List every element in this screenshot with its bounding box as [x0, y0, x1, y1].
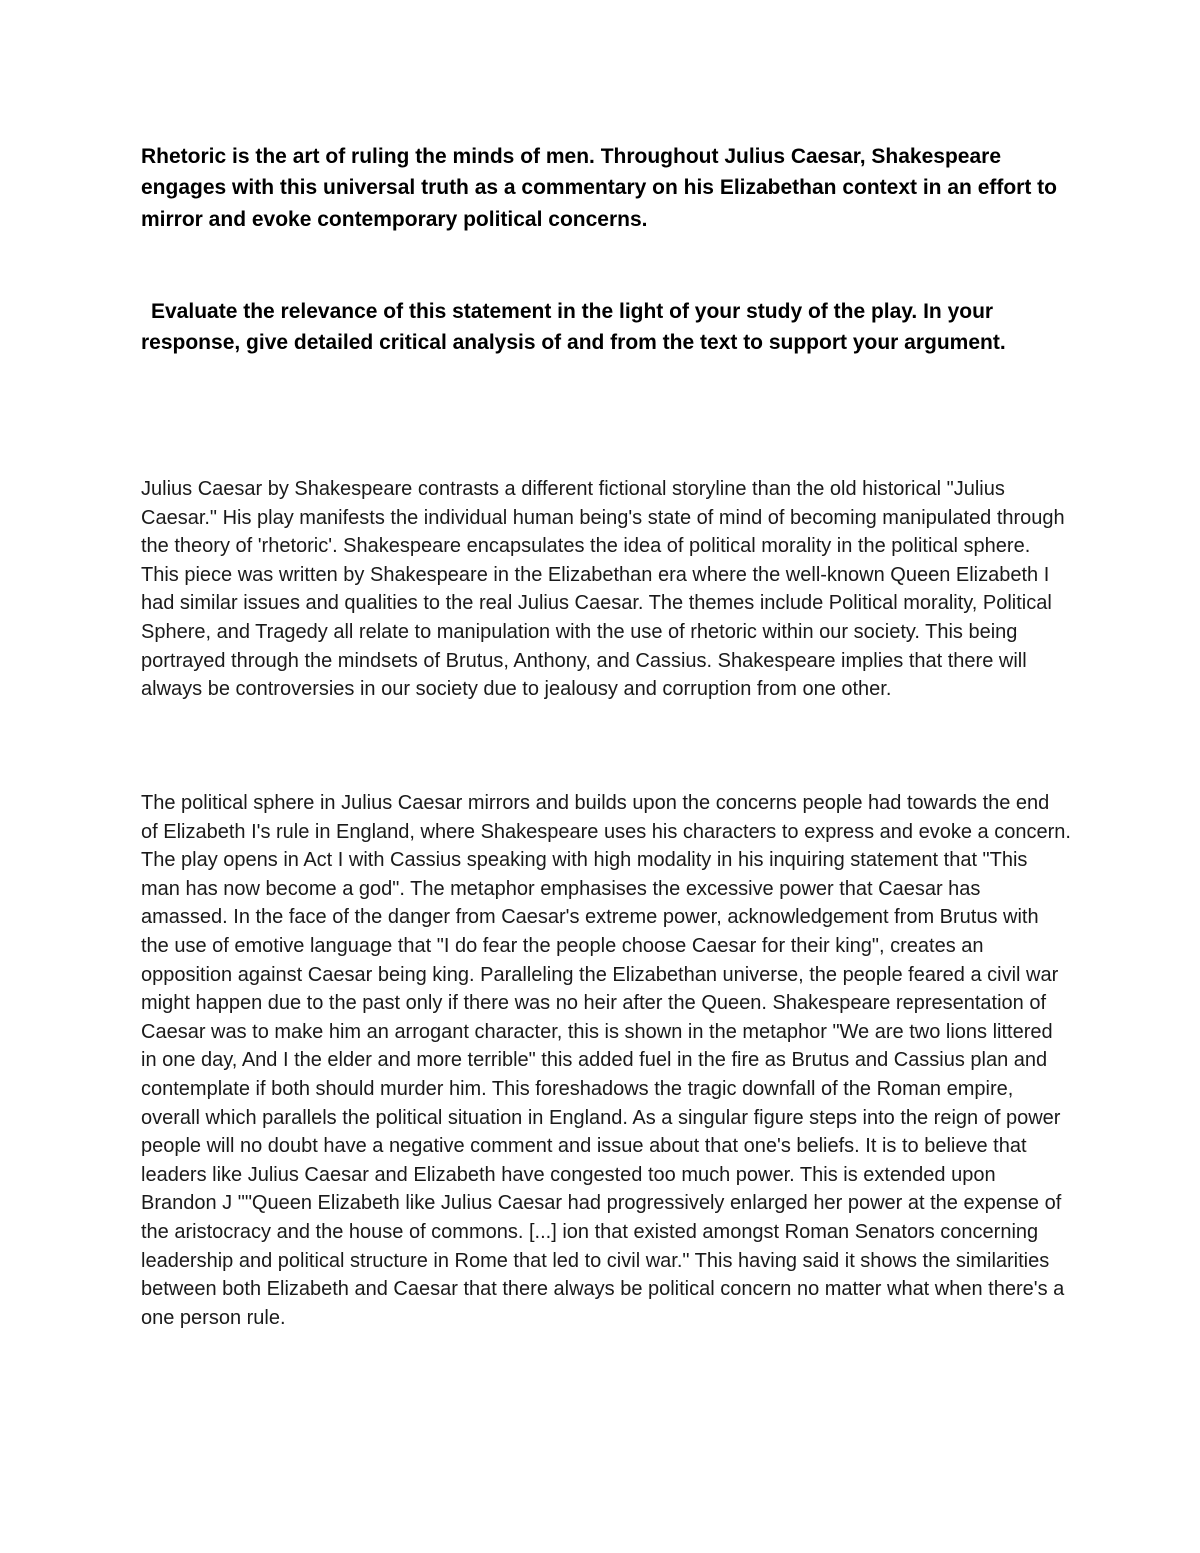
body-paragraph-introduction: Julius Caesar by Shakespeare contrasts a different fictional storyline than the old historical "Julius Caesar." His play manifests the individual human being's state of mind of becoming manipulated through the theory of 'rhetoric'. Shakespeare encapsulates the idea of political morality in the political sphere. This piece was written by Shakespeare in the Elizabethan era where the well-known Queen Elizabeth I had similar issues and qualities to the real Julius Caesar. The themes include Political morality, Political Sphere, and Tragedy all relate to manipulation with the use of rhetoric within our society. This being portrayed through the mindsets of Brutus, Anthony, and Cassius. Shakespeare implies that there will always be controversies in our society due to jealousy and corruption from one other. — [141, 478, 1065, 701]
essay-question: Rhetoric is the art of ruling the minds of men. Throughout Julius Caesar, Shakespeare engages with this universal truth as a commentary on his Elizabethan context in an effort to mirror and evoke contemporary political concerns. — [141, 145, 1058, 231]
essay-instruction: Evaluate the relevance of this statement in the light of your study of the play. In your response, give detailed critical analysis of and from the text to support your argument. — [141, 300, 1006, 355]
body-paragraph-political-sphere: The political sphere in Julius Caesar mirrors and builds upon the concerns people had towards the end of Elizabeth I's rule in England, where Shakespeare uses his characters to express and evoke a concern. The play opens in Act I with Cassius speaking with high modality in his inquiring statement that "This man has now become a god". The metaphor emphasises the excessive power that Caesar has amassed. In the face of the danger from Caesar's extreme power, acknowledgement from Brutus with the use of emotive language that "I do fear the people choose Caesar for their king", creates an opposition against Caesar being king. Paralleling the Elizabethan universe, the people feared a civil war might happen due to the past only if there was no heir after the Queen. Shakespeare representation of Caesar was to make him an arrogant character, this is shown in the metaphor "We are two lions littered in one day, And I the elder and more terrible" this added fuel in the fire as Brutus and Cassius plan and contemplate if both should murder him. This foreshadows the tragic downfall of the Roman empire, overall which parallels the political situation in England. As a singular figure steps into the reign of power people will no doubt have a negative comment and issue about that one's beliefs. It is to believe that leaders like Julius Caesar and Elizabeth have congested too much power. This is extended upon Brandon J ""Queen Elizabeth like Julius Caesar had progressively enlarged her power at the expense of the aristocracy and the house of commons. [...] ion that existed amongst Roman Senators concerning leadership and political structure in Rome that led to civil war." This having said it shows the similarities between both Elizabeth and Caesar that there always be political concern no matter what when there's a one person rule. — [141, 792, 1071, 1329]
